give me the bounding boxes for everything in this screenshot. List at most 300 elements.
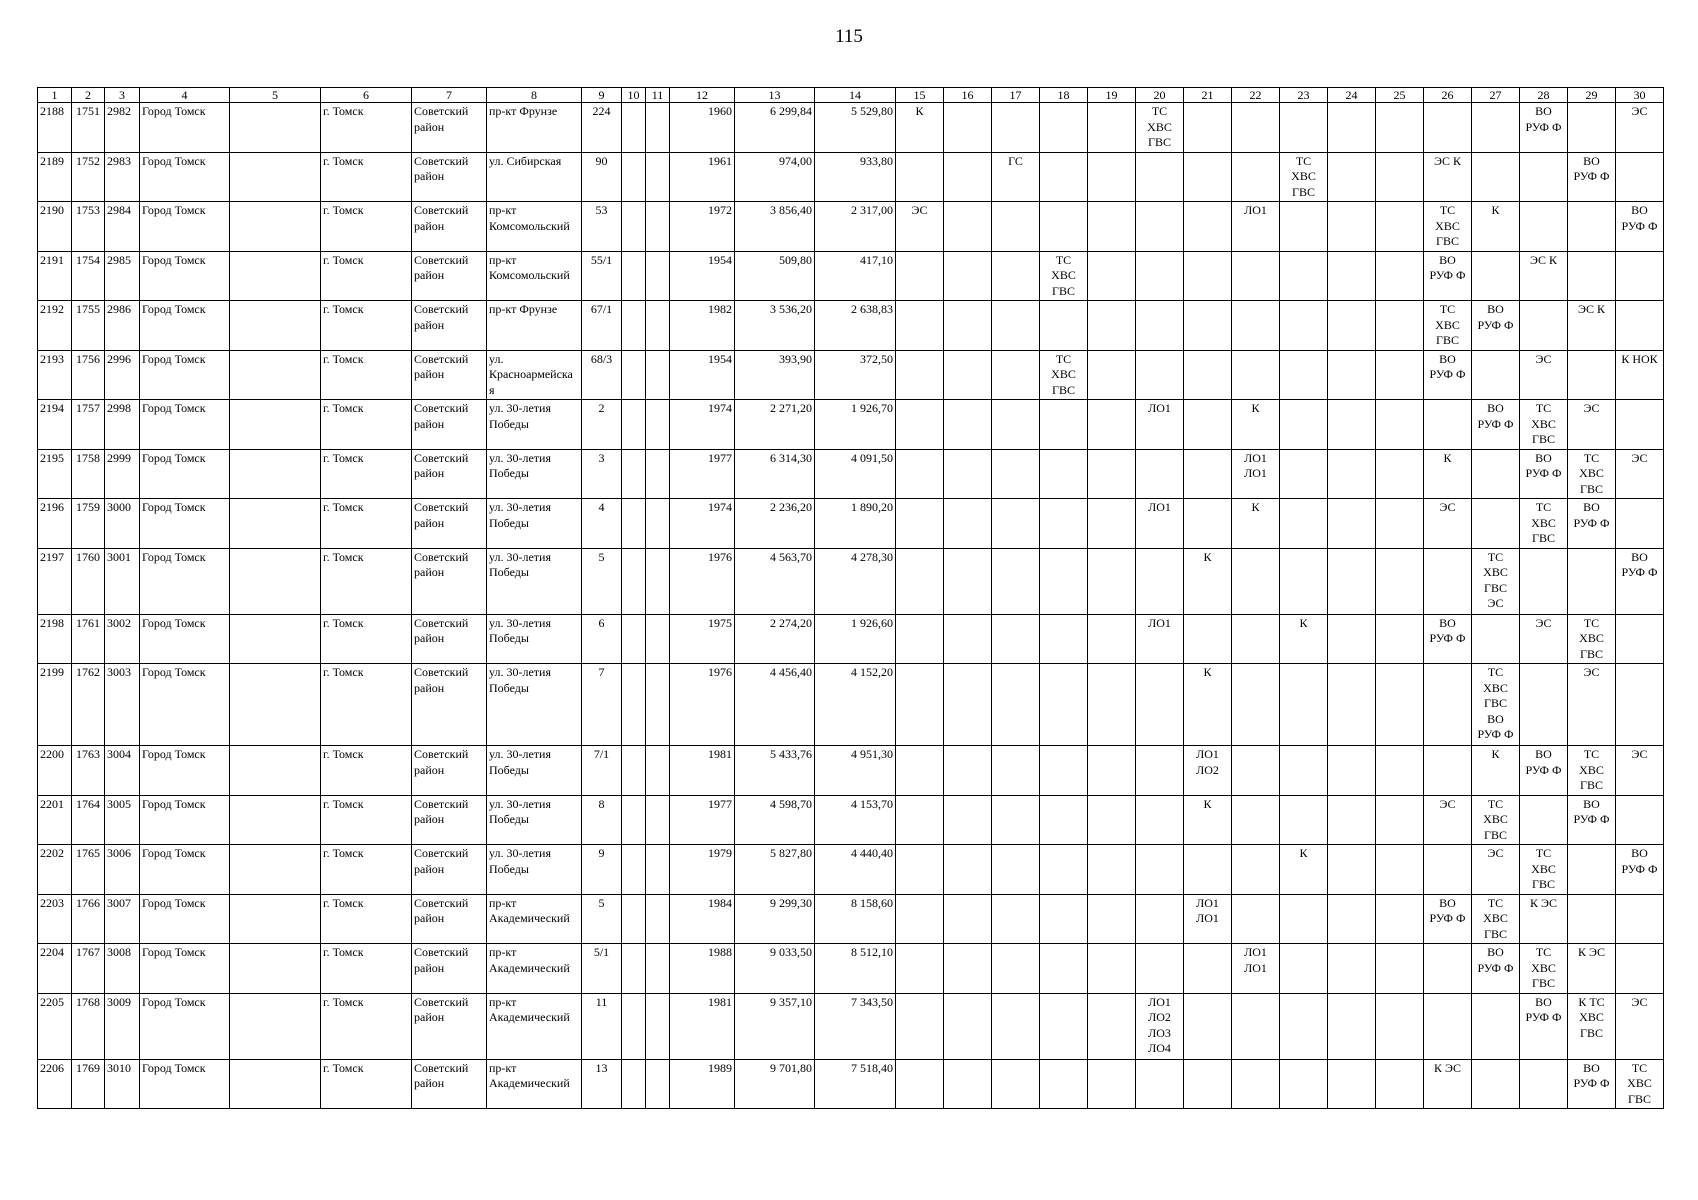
table-cell-col-27: ВО РУФ Ф bbox=[1472, 301, 1520, 351]
column-header-26: 26 bbox=[1424, 88, 1472, 103]
table-cell-col-25 bbox=[1376, 795, 1424, 845]
table-cell-col-6: г. Томск bbox=[321, 548, 412, 614]
table-cell-col-29: ТС ХВС ГВС bbox=[1568, 614, 1616, 664]
table-cell-col-13: 2 271,20 bbox=[735, 400, 815, 450]
table-cell-col-2: 1764 bbox=[72, 795, 105, 845]
table-cell-col-9: 67/1 bbox=[582, 301, 622, 351]
table-cell-col-17 bbox=[992, 795, 1040, 845]
table-cell-col-8: пр-кт Фрунзе bbox=[487, 301, 582, 351]
table-cell-col-3: 2983 bbox=[105, 152, 140, 202]
table-cell-col-27 bbox=[1472, 614, 1520, 664]
table-cell-col-23 bbox=[1280, 746, 1328, 796]
table-cell-col-26: К bbox=[1424, 449, 1472, 499]
table-cell-col-7: Советский район bbox=[412, 499, 487, 549]
table-cell-col-13: 2 236,20 bbox=[735, 499, 815, 549]
table-cell-col-4: Город Томск bbox=[140, 894, 230, 944]
table-cell-col-16 bbox=[944, 202, 992, 252]
column-header-10: 10 bbox=[622, 88, 646, 103]
table-cell-col-6: г. Томск bbox=[321, 664, 412, 746]
table-cell-col-29 bbox=[1568, 894, 1616, 944]
table-cell-col-17 bbox=[992, 664, 1040, 746]
table-cell-col-7: Советский район bbox=[412, 746, 487, 796]
table-cell-col-3: 2984 bbox=[105, 202, 140, 252]
table-cell-col-24 bbox=[1328, 449, 1376, 499]
table-cell-col-10 bbox=[622, 103, 646, 153]
table-cell-col-23 bbox=[1280, 894, 1328, 944]
table-cell-col-2: 1758 bbox=[72, 449, 105, 499]
table-cell-col-25 bbox=[1376, 400, 1424, 450]
table-cell-col-24 bbox=[1328, 548, 1376, 614]
table-cell-col-24 bbox=[1328, 664, 1376, 746]
table-cell-col-16 bbox=[944, 251, 992, 301]
table-cell-col-25 bbox=[1376, 202, 1424, 252]
table-cell-col-14: 1 926,60 bbox=[815, 614, 896, 664]
table-cell-col-20: ЛО1 bbox=[1136, 400, 1184, 450]
table-cell-col-14: 8 158,60 bbox=[815, 894, 896, 944]
table-cell-col-1: 2199 bbox=[38, 664, 72, 746]
table-cell-col-14: 1 926,70 bbox=[815, 400, 896, 450]
table-cell-col-10 bbox=[622, 251, 646, 301]
table-cell-col-10 bbox=[622, 301, 646, 351]
table-cell-col-28: ТС ХВС ГВС bbox=[1520, 944, 1568, 994]
table-cell-col-17 bbox=[992, 845, 1040, 895]
table-cell-col-7: Советский район bbox=[412, 1059, 487, 1109]
table-cell-col-7: Советский район bbox=[412, 202, 487, 252]
table-cell-col-11 bbox=[646, 993, 670, 1059]
table-cell-col-26: ЭС К bbox=[1424, 152, 1472, 202]
column-header-1: 1 bbox=[38, 88, 72, 103]
table-cell-col-20 bbox=[1136, 944, 1184, 994]
table-cell-col-30 bbox=[1616, 251, 1664, 301]
table-cell-col-15 bbox=[896, 251, 944, 301]
table-cell-col-29: ВО РУФ Ф bbox=[1568, 795, 1616, 845]
table-cell-col-5 bbox=[230, 251, 321, 301]
table-cell-col-29: ТС ХВС ГВС bbox=[1568, 746, 1616, 796]
table-cell-col-22 bbox=[1232, 1059, 1280, 1109]
table-cell-col-21 bbox=[1184, 301, 1232, 351]
table-cell-col-8: ул. 30-летия Победы bbox=[487, 400, 582, 450]
table-cell-col-2: 1755 bbox=[72, 301, 105, 351]
table-cell-col-13: 2 274,20 bbox=[735, 614, 815, 664]
table-cell-col-24 bbox=[1328, 993, 1376, 1059]
table-cell-col-23: К bbox=[1280, 614, 1328, 664]
table-cell-col-15 bbox=[896, 548, 944, 614]
table-cell-col-28: ВО РУФ Ф bbox=[1520, 746, 1568, 796]
table-cell-col-1: 2189 bbox=[38, 152, 72, 202]
table-cell-col-7: Советский район bbox=[412, 664, 487, 746]
table-cell-col-14: 7 343,50 bbox=[815, 993, 896, 1059]
table-cell-col-5 bbox=[230, 499, 321, 549]
table-cell-col-15 bbox=[896, 993, 944, 1059]
table-cell-col-27: ЭС bbox=[1472, 845, 1520, 895]
table-cell-col-11 bbox=[646, 1059, 670, 1109]
table-cell-col-21: К bbox=[1184, 795, 1232, 845]
table-cell-col-23 bbox=[1280, 548, 1328, 614]
table-cell-col-7: Советский район bbox=[412, 103, 487, 153]
table-cell-col-24 bbox=[1328, 301, 1376, 351]
table-cell-col-23 bbox=[1280, 499, 1328, 549]
table-cell-col-13: 974,00 bbox=[735, 152, 815, 202]
table-cell-col-19 bbox=[1088, 795, 1136, 845]
table-cell-col-26 bbox=[1424, 746, 1472, 796]
table-cell-col-19 bbox=[1088, 993, 1136, 1059]
table-cell-col-4: Город Томск bbox=[140, 449, 230, 499]
table-cell-col-15 bbox=[896, 1059, 944, 1109]
table-cell-col-27 bbox=[1472, 993, 1520, 1059]
table-cell-col-8: ул. 30-летия Победы bbox=[487, 845, 582, 895]
table-cell-col-26 bbox=[1424, 664, 1472, 746]
table-cell-col-27: ТС ХВС ГВС bbox=[1472, 795, 1520, 845]
table-cell-col-10 bbox=[622, 152, 646, 202]
table-cell-col-15 bbox=[896, 499, 944, 549]
table-cell-col-18 bbox=[1040, 944, 1088, 994]
table-cell-col-27: ВО РУФ Ф bbox=[1472, 944, 1520, 994]
table-cell-col-13: 9 357,10 bbox=[735, 993, 815, 1059]
table-cell-col-12: 1988 bbox=[670, 944, 735, 994]
table-cell-col-17 bbox=[992, 499, 1040, 549]
table-cell-col-28: ЭС К bbox=[1520, 251, 1568, 301]
table-cell-col-3: 2982 bbox=[105, 103, 140, 153]
table-cell-col-28: ЭС bbox=[1520, 350, 1568, 400]
table-cell-col-10 bbox=[622, 944, 646, 994]
table-cell-col-18 bbox=[1040, 103, 1088, 153]
table-cell-col-30 bbox=[1616, 795, 1664, 845]
table-cell-col-25 bbox=[1376, 993, 1424, 1059]
table-row bbox=[38, 1059, 1664, 1109]
table-cell-col-4: Город Томск bbox=[140, 1059, 230, 1109]
table-cell-col-19 bbox=[1088, 845, 1136, 895]
table-cell-col-2: 1759 bbox=[72, 499, 105, 549]
column-header-11: 11 bbox=[646, 88, 670, 103]
table-cell-col-28 bbox=[1520, 202, 1568, 252]
table-row bbox=[38, 350, 1664, 400]
table-cell-col-6: г. Томск bbox=[321, 614, 412, 664]
table-cell-col-22 bbox=[1232, 103, 1280, 153]
column-header-16: 16 bbox=[944, 88, 992, 103]
table-cell-col-20 bbox=[1136, 350, 1184, 400]
table-cell-col-25 bbox=[1376, 746, 1424, 796]
table-cell-col-13: 4 563,70 bbox=[735, 548, 815, 614]
table-cell-col-30: ЭС bbox=[1616, 449, 1664, 499]
table-cell-col-21 bbox=[1184, 350, 1232, 400]
table-cell-col-21 bbox=[1184, 993, 1232, 1059]
table-cell-col-4: Город Томск bbox=[140, 795, 230, 845]
table-cell-col-19 bbox=[1088, 894, 1136, 944]
table-cell-col-18 bbox=[1040, 894, 1088, 944]
table-cell-col-8: ул. Сибирская bbox=[487, 152, 582, 202]
table-cell-col-12: 1961 bbox=[670, 152, 735, 202]
table-cell-col-11 bbox=[646, 400, 670, 450]
table-cell-col-1: 2200 bbox=[38, 746, 72, 796]
table-cell-col-27: К bbox=[1472, 746, 1520, 796]
table-cell-col-24 bbox=[1328, 894, 1376, 944]
table-cell-col-7: Советский район bbox=[412, 795, 487, 845]
table-cell-col-17 bbox=[992, 548, 1040, 614]
table-cell-col-13: 6 314,30 bbox=[735, 449, 815, 499]
table-cell-col-22 bbox=[1232, 664, 1280, 746]
table-cell-col-25 bbox=[1376, 350, 1424, 400]
table-cell-col-29: ВО РУФ Ф bbox=[1568, 152, 1616, 202]
table-cell-col-15 bbox=[896, 664, 944, 746]
table-cell-col-9: 90 bbox=[582, 152, 622, 202]
table-cell-col-11 bbox=[646, 202, 670, 252]
table-cell-col-10 bbox=[622, 449, 646, 499]
table-cell-col-12: 1972 bbox=[670, 202, 735, 252]
table-cell-col-25 bbox=[1376, 103, 1424, 153]
table-cell-col-12: 1977 bbox=[670, 795, 735, 845]
table-cell-col-29 bbox=[1568, 251, 1616, 301]
table-cell-col-12: 1989 bbox=[670, 1059, 735, 1109]
table-cell-col-23 bbox=[1280, 103, 1328, 153]
table-cell-col-2: 1766 bbox=[72, 894, 105, 944]
table-cell-col-16 bbox=[944, 548, 992, 614]
table-cell-col-28: ВО РУФ Ф bbox=[1520, 993, 1568, 1059]
table-cell-col-1: 2206 bbox=[38, 1059, 72, 1109]
table-cell-col-4: Город Томск bbox=[140, 152, 230, 202]
table-cell-col-25 bbox=[1376, 664, 1424, 746]
table-cell-col-26 bbox=[1424, 993, 1472, 1059]
table-row bbox=[38, 993, 1664, 1059]
table-cell-col-30: ТС ХВС ГВС bbox=[1616, 1059, 1664, 1109]
table-cell-col-15 bbox=[896, 614, 944, 664]
table-cell-col-21 bbox=[1184, 152, 1232, 202]
table-cell-col-18 bbox=[1040, 1059, 1088, 1109]
table-cell-col-24 bbox=[1328, 944, 1376, 994]
table-cell-col-22 bbox=[1232, 993, 1280, 1059]
table-cell-col-2: 1754 bbox=[72, 251, 105, 301]
table-cell-col-21 bbox=[1184, 499, 1232, 549]
table-cell-col-19 bbox=[1088, 548, 1136, 614]
table-cell-col-16 bbox=[944, 993, 992, 1059]
table-cell-col-25 bbox=[1376, 614, 1424, 664]
table-cell-col-19 bbox=[1088, 400, 1136, 450]
table-cell-col-6: г. Томск bbox=[321, 499, 412, 549]
table-cell-col-22 bbox=[1232, 301, 1280, 351]
table-cell-col-26 bbox=[1424, 548, 1472, 614]
table-cell-col-10 bbox=[622, 350, 646, 400]
table-cell-col-20 bbox=[1136, 301, 1184, 351]
table-cell-col-21: К bbox=[1184, 664, 1232, 746]
table-cell-col-13: 3 856,40 bbox=[735, 202, 815, 252]
table-cell-col-25 bbox=[1376, 499, 1424, 549]
table-cell-col-23 bbox=[1280, 251, 1328, 301]
table-cell-col-30: ВО РУФ Ф bbox=[1616, 548, 1664, 614]
column-header-12: 12 bbox=[670, 88, 735, 103]
table-cell-col-1: 2201 bbox=[38, 795, 72, 845]
table-cell-col-21 bbox=[1184, 944, 1232, 994]
table-row bbox=[38, 894, 1664, 944]
table-cell-col-11 bbox=[646, 350, 670, 400]
table-cell-col-4: Город Томск bbox=[140, 103, 230, 153]
table-cell-col-22 bbox=[1232, 350, 1280, 400]
table-cell-col-28 bbox=[1520, 795, 1568, 845]
table-cell-col-2: 1763 bbox=[72, 746, 105, 796]
column-header-6: 6 bbox=[321, 88, 412, 103]
table-cell-col-9: 2 bbox=[582, 400, 622, 450]
table-cell-col-27: ТС ХВС ГВС ВО РУФ Ф bbox=[1472, 664, 1520, 746]
table-cell-col-5 bbox=[230, 845, 321, 895]
table-cell-col-17 bbox=[992, 894, 1040, 944]
table-cell-col-7: Советский район bbox=[412, 152, 487, 202]
column-header-25: 25 bbox=[1376, 88, 1424, 103]
table-cell-col-28: ЭС bbox=[1520, 614, 1568, 664]
table-row bbox=[38, 845, 1664, 895]
table-cell-col-8: ул. 30-летия Победы bbox=[487, 795, 582, 845]
table-cell-col-11 bbox=[646, 944, 670, 994]
table-cell-col-1: 2190 bbox=[38, 202, 72, 252]
table-cell-col-3: 3010 bbox=[105, 1059, 140, 1109]
table-cell-col-6: г. Томск bbox=[321, 449, 412, 499]
table-cell-col-11 bbox=[646, 152, 670, 202]
table-cell-col-9: 224 bbox=[582, 103, 622, 153]
table-cell-col-8: пр-кт Академический bbox=[487, 894, 582, 944]
table-cell-col-30: ВО РУФ Ф bbox=[1616, 202, 1664, 252]
table-cell-col-12: 1976 bbox=[670, 664, 735, 746]
table-cell-col-14: 4 951,30 bbox=[815, 746, 896, 796]
table-cell-col-15 bbox=[896, 795, 944, 845]
table-cell-col-29 bbox=[1568, 103, 1616, 153]
table-cell-col-18 bbox=[1040, 664, 1088, 746]
table-cell-col-15 bbox=[896, 152, 944, 202]
table-cell-col-8: ул. 30-летия Победы bbox=[487, 449, 582, 499]
table-cell-col-14: 372,50 bbox=[815, 350, 896, 400]
table-cell-col-30: ЭС bbox=[1616, 103, 1664, 153]
table-cell-col-5 bbox=[230, 894, 321, 944]
table-cell-col-22 bbox=[1232, 746, 1280, 796]
table-cell-col-7: Советский район bbox=[412, 993, 487, 1059]
table-cell-col-13: 5 827,80 bbox=[735, 845, 815, 895]
table-cell-col-25 bbox=[1376, 548, 1424, 614]
table-cell-col-26 bbox=[1424, 845, 1472, 895]
table-cell-col-20: ЛО1 bbox=[1136, 499, 1184, 549]
table-cell-col-2: 1768 bbox=[72, 993, 105, 1059]
table-cell-col-28 bbox=[1520, 301, 1568, 351]
table-cell-col-14: 4 152,20 bbox=[815, 664, 896, 746]
table-cell-col-13: 393,90 bbox=[735, 350, 815, 400]
table-cell-col-30: ЭС bbox=[1616, 746, 1664, 796]
table-cell-col-3: 3009 bbox=[105, 993, 140, 1059]
table-cell-col-9: 55/1 bbox=[582, 251, 622, 301]
table-cell-col-24 bbox=[1328, 202, 1376, 252]
table-cell-col-18 bbox=[1040, 449, 1088, 499]
table-cell-col-25 bbox=[1376, 845, 1424, 895]
table-cell-col-30 bbox=[1616, 894, 1664, 944]
table-cell-col-20 bbox=[1136, 202, 1184, 252]
table-cell-col-14: 2 638,83 bbox=[815, 301, 896, 351]
table-cell-col-7: Советский район bbox=[412, 548, 487, 614]
table-cell-col-19 bbox=[1088, 449, 1136, 499]
table-cell-col-20: ЛО1 ЛО2 ЛО3 ЛО4 bbox=[1136, 993, 1184, 1059]
table-cell-col-5 bbox=[230, 350, 321, 400]
table-cell-col-15 bbox=[896, 944, 944, 994]
table-cell-col-11 bbox=[646, 301, 670, 351]
table-cell-col-4: Город Томск bbox=[140, 944, 230, 994]
table-cell-col-29: К ТС ХВС ГВС bbox=[1568, 993, 1616, 1059]
table-cell-col-5 bbox=[230, 944, 321, 994]
table-cell-col-17 bbox=[992, 103, 1040, 153]
table-cell-col-19 bbox=[1088, 499, 1136, 549]
table-cell-col-5 bbox=[230, 449, 321, 499]
table-cell-col-15 bbox=[896, 894, 944, 944]
table-cell-col-15 bbox=[896, 400, 944, 450]
table-cell-col-24 bbox=[1328, 845, 1376, 895]
table-cell-col-15 bbox=[896, 746, 944, 796]
table-cell-col-3: 2999 bbox=[105, 449, 140, 499]
table-cell-col-17 bbox=[992, 614, 1040, 664]
table-row bbox=[38, 548, 1664, 614]
table-cell-col-12: 1954 bbox=[670, 251, 735, 301]
table-cell-col-10 bbox=[622, 993, 646, 1059]
table-cell-col-24 bbox=[1328, 746, 1376, 796]
table-cell-col-8: пр-кт Комсомольский bbox=[487, 202, 582, 252]
table-cell-col-7: Советский район bbox=[412, 350, 487, 400]
table-cell-col-29: ТС ХВС ГВС bbox=[1568, 449, 1616, 499]
table-cell-col-30 bbox=[1616, 664, 1664, 746]
table-cell-col-24 bbox=[1328, 251, 1376, 301]
table-cell-col-13: 9 701,80 bbox=[735, 1059, 815, 1109]
table-cell-col-30: ЭС bbox=[1616, 993, 1664, 1059]
table-cell-col-23 bbox=[1280, 449, 1328, 499]
table-cell-col-6: г. Томск bbox=[321, 746, 412, 796]
table-cell-col-21 bbox=[1184, 614, 1232, 664]
table-cell-col-22: К bbox=[1232, 400, 1280, 450]
table-cell-col-22 bbox=[1232, 894, 1280, 944]
table-cell-col-19 bbox=[1088, 152, 1136, 202]
table-cell-col-23 bbox=[1280, 944, 1328, 994]
table-cell-col-20 bbox=[1136, 152, 1184, 202]
table-cell-col-8: пр-кт Академический bbox=[487, 993, 582, 1059]
column-header-23: 23 bbox=[1280, 88, 1328, 103]
table-cell-col-10 bbox=[622, 845, 646, 895]
column-header-27: 27 bbox=[1472, 88, 1520, 103]
table-cell-col-27: ТС ХВС ГВС bbox=[1472, 894, 1520, 944]
table-cell-col-29: ЭС bbox=[1568, 664, 1616, 746]
table-cell-col-15: ЭС bbox=[896, 202, 944, 252]
table-cell-col-26 bbox=[1424, 944, 1472, 994]
table-cell-col-5 bbox=[230, 548, 321, 614]
table-cell-col-24 bbox=[1328, 103, 1376, 153]
table-cell-col-8: ул. Красноармейска я bbox=[487, 350, 582, 400]
table-cell-col-3: 3000 bbox=[105, 499, 140, 549]
table-cell-col-20 bbox=[1136, 746, 1184, 796]
table-cell-col-25 bbox=[1376, 894, 1424, 944]
column-header-2: 2 bbox=[72, 88, 105, 103]
table-cell-col-19 bbox=[1088, 103, 1136, 153]
table-cell-col-16 bbox=[944, 350, 992, 400]
table-cell-col-7: Советский район bbox=[412, 614, 487, 664]
table-cell-col-20 bbox=[1136, 894, 1184, 944]
column-header-3: 3 bbox=[105, 88, 140, 103]
table-cell-col-16 bbox=[944, 614, 992, 664]
table-cell-col-19 bbox=[1088, 202, 1136, 252]
table-cell-col-19 bbox=[1088, 746, 1136, 796]
table-cell-col-19 bbox=[1088, 350, 1136, 400]
table-cell-col-11 bbox=[646, 499, 670, 549]
table-cell-col-5 bbox=[230, 301, 321, 351]
table-cell-col-9: 3 bbox=[582, 449, 622, 499]
table-cell-col-9: 68/3 bbox=[582, 350, 622, 400]
table-cell-col-4: Город Томск bbox=[140, 746, 230, 796]
table-cell-col-4: Город Томск bbox=[140, 499, 230, 549]
table-cell-col-18 bbox=[1040, 152, 1088, 202]
table-cell-col-2: 1765 bbox=[72, 845, 105, 895]
table-cell-col-18 bbox=[1040, 499, 1088, 549]
table-cell-col-17 bbox=[992, 400, 1040, 450]
table-cell-col-28: ВО РУФ Ф bbox=[1520, 449, 1568, 499]
table-cell-col-20 bbox=[1136, 845, 1184, 895]
column-header-14: 14 bbox=[815, 88, 896, 103]
table-cell-col-8: пр-кт Академический bbox=[487, 1059, 582, 1109]
